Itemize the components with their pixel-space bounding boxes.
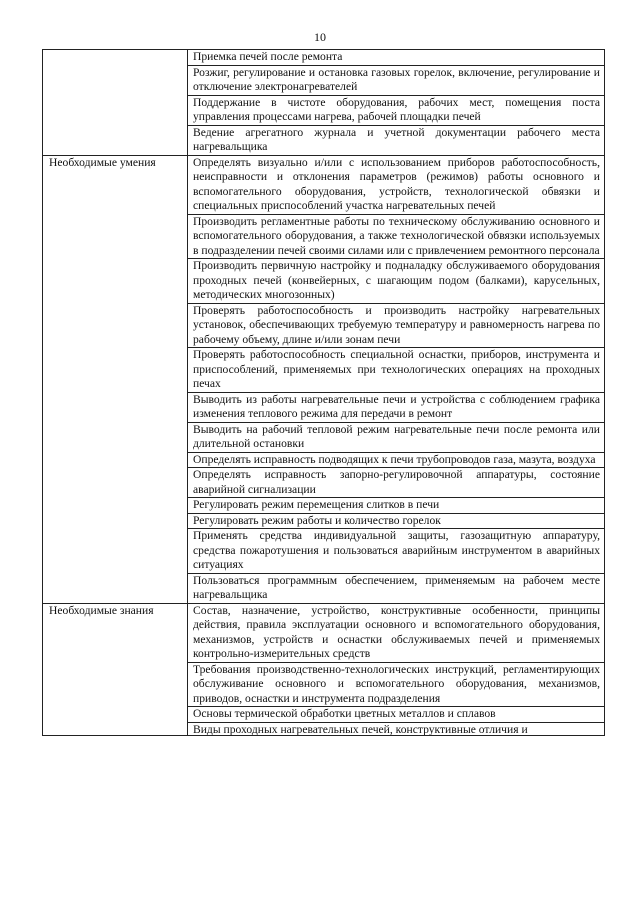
table-cell: Производить первичную настройку и подналадку обслуживаемого оборудования проходных печей (конвейерных, с шагающим подом (балками), карусельных, методических многозонных)	[188, 259, 605, 304]
table-cell: Определять визуально и/или с использованием приборов работоспособность, неисправности и отклонения параметров (режимов) работы основного и вспомогательного оборудования, устройств, технологической обвязки и специальных приспособлений участка нагревательных печей	[188, 155, 605, 214]
table-cell: Определять исправность запорно-регулировочной аппаратуры, состояние аварийной сигнализации	[188, 468, 605, 498]
table-cell: Приемка печей после ремонта	[188, 50, 605, 66]
table-row	[43, 50, 605, 66]
table-cell: Выводить из работы нагревательные печи и устройства с соблюдением графика изменения теплового режима для передачи в ремонт	[188, 392, 605, 422]
table-row	[43, 603, 605, 662]
knowledge-label: Необходимые знания	[43, 603, 188, 735]
table-cell: Выводить на рабочий тепловой режим нагревательные печи после ремонта или длительной остановки	[188, 422, 605, 452]
truncated-text: Виды проходных нагревательных печей, конструктивные отличия и	[193, 722, 528, 735]
page-number: 10	[314, 30, 326, 44]
table-cell: Производить регламентные работы по техническому обслуживанию основного и вспомогательного оборудования, а также технологической обвязки используемых в подразделении печей своими силами или с привлечением ремонтного персонала	[188, 214, 605, 259]
skills-label: Необходимые умения	[43, 155, 188, 603]
table-cell: Розжиг, регулирование и остановка газовых горелок, включение, регулирование и отключение электронагревателей	[188, 65, 605, 95]
table-cell	[188, 722, 605, 735]
table-cell: Ведение агрегатного журнала и учетной документации рабочего места нагревальщика	[188, 125, 605, 155]
table-cell: Состав, назначение, устройство, конструктивные особенности, принципы действия, правила эксплуатации основного и вспомогательного оборудования, механизмов, устройств и оснастки обслуживаемых печей и применяемых контрольно-измерительных средств	[188, 603, 605, 662]
table-cell: Проверять работоспособность и производить настройку нагревательных установок, обеспечивающих требуемую температуру и равномерность нагрева по рабочему объему, длине и/или зонам печи	[188, 303, 605, 348]
table-cell: Определять исправность подводящих к печи трубопроводов газа, мазута, воздуха	[188, 452, 605, 468]
table-cell: Требования производственно-технологических инструкций, регламентирующих обслуживание основного и вспомогательного оборудования, механизмов, приводов, оснастки и инструмента подразделения	[188, 662, 605, 707]
empty-label-cell	[43, 50, 188, 156]
table-cell: Регулировать режим работы и количество горелок	[188, 513, 605, 529]
table-cell: Поддержание в чистоте оборудования, рабочих мест, помещения поста управления процессами нагрева, рабочей площадки печей	[188, 95, 605, 125]
table-cell: Применять средства индивидуальной защиты, газозащитную аппаратуру, средства пожаротушения и пользоваться аварийным инструментом в аварийных ситуациях	[188, 529, 605, 574]
table-cell: Проверять работоспособность специальной оснастки, приборов, инструмента и приспособлений, применяемых при технологических операциях на проходных печах	[188, 348, 605, 393]
table-cell: Регулировать режим перемещения слитков в печи	[188, 498, 605, 514]
qualification-table	[42, 49, 605, 736]
table-cell: Основы термической обработки цветных металлов и сплавов	[188, 707, 605, 723]
table-cell: Пользоваться программным обеспечением, применяемым на рабочем месте нагревальщика	[188, 573, 605, 603]
table-row	[43, 155, 605, 214]
